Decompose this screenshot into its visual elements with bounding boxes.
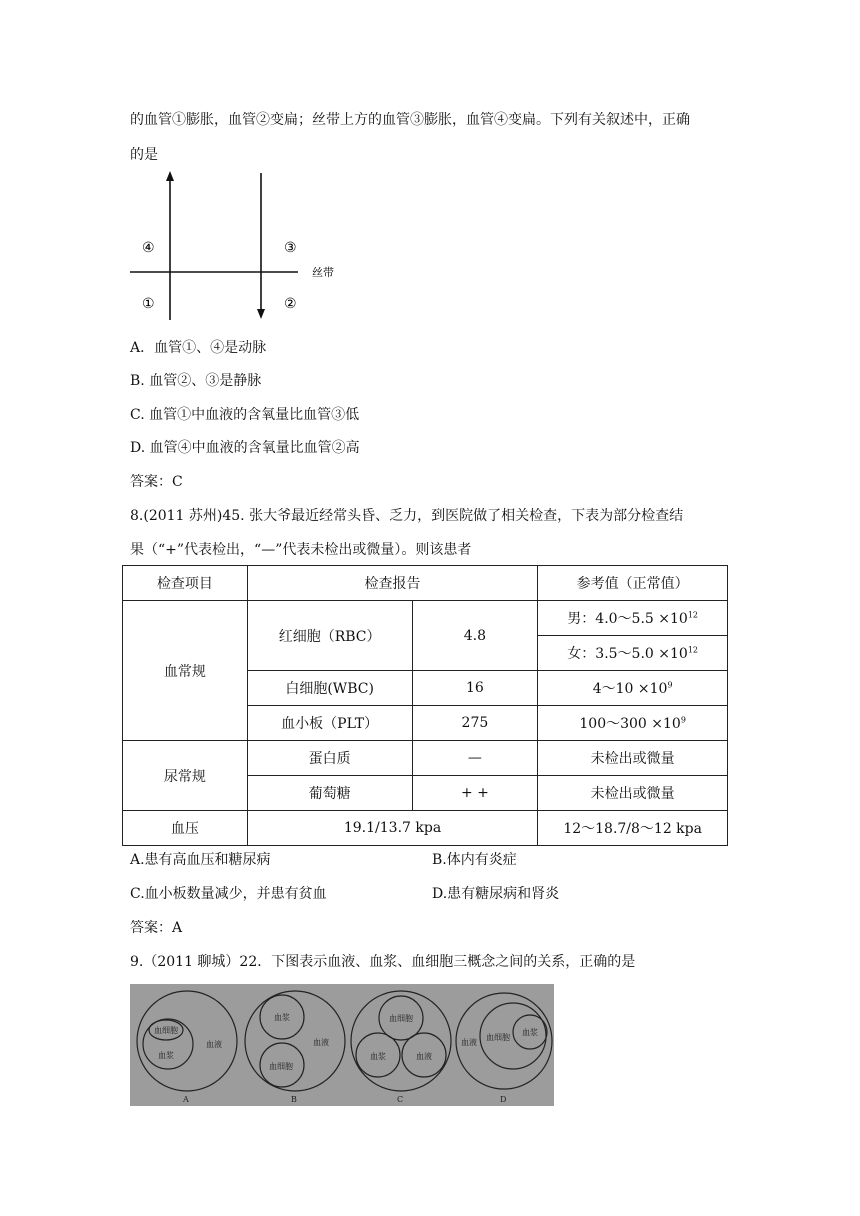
glucose-ref: 未检出或微量 bbox=[538, 776, 728, 811]
plt-label: 血小板（PLT） bbox=[247, 706, 412, 741]
header-item: 检查项目 bbox=[123, 566, 248, 601]
header-report: 检查报告 bbox=[247, 566, 538, 601]
q7-option-a: A．血管①、④是动脉 bbox=[130, 340, 267, 356]
q8-option-a: A.患有高血压和糖尿病 bbox=[130, 852, 271, 868]
label-ribbon: 丝带 bbox=[312, 266, 334, 279]
protein-ref: 未检出或微量 bbox=[538, 741, 728, 776]
b-outer-text: 血液 bbox=[313, 1038, 329, 1047]
group-blood-routine: 血常规 bbox=[123, 601, 248, 741]
wbc-value: 16 bbox=[412, 671, 538, 706]
plt-value: 275 bbox=[412, 706, 538, 741]
glucose-value: + + bbox=[412, 776, 538, 811]
q8-answer: 答案：A bbox=[130, 920, 183, 936]
q9-line: 9.（2011 聊城）22．下图表示血液、血浆、血细胞三概念之间的关系，正确的是 bbox=[130, 954, 636, 970]
intro-line-2: 的是 bbox=[130, 147, 158, 163]
q7-answer: 答案：C bbox=[130, 474, 183, 490]
exam-report-table bbox=[122, 565, 728, 846]
d-mid-text: 血细胞 bbox=[486, 1033, 510, 1042]
vessel-diagram bbox=[130, 165, 350, 325]
bp-ref: 12～18.7/8～12 kpa bbox=[538, 811, 728, 846]
q8-line-2: 果（“+”代表检出，“—”代表未检出或微量）。则该患者 bbox=[130, 542, 472, 558]
blood-concept-figure bbox=[130, 984, 554, 1106]
a-mid-text: 血浆 bbox=[158, 1051, 174, 1060]
c-letter: C bbox=[397, 1095, 404, 1104]
label-vessel-3: ③ bbox=[284, 240, 297, 256]
arrow-down-icon bbox=[257, 309, 265, 319]
c-right-text: 血液 bbox=[416, 1052, 432, 1061]
wbc-label: 白细胞(WBC) bbox=[247, 671, 412, 706]
protein-value: — bbox=[412, 741, 538, 776]
bp-value: 19.1/13.7 kpa bbox=[247, 811, 538, 846]
q8-option-c: C.血小板数量减少，并患有贫血 bbox=[130, 886, 327, 902]
q7-option-d: D. 血管④中血液的含氧量比血管②高 bbox=[130, 440, 360, 456]
d-inner-text: 血浆 bbox=[522, 1028, 538, 1037]
rbc-label: 红细胞（RBC） bbox=[247, 601, 412, 671]
protein-label: 蛋白质 bbox=[247, 741, 412, 776]
q7-option-b: B. 血管②、③是静脉 bbox=[130, 373, 262, 389]
bp-label: 血压 bbox=[123, 811, 248, 846]
header-reference: 参考值（正常值） bbox=[538, 566, 728, 601]
intro-line-1: 的血管①膨胀，血管②变扁；丝带上方的血管③膨胀，血管④变扁。下列有关叙述中，正确 bbox=[130, 112, 690, 128]
arrow-up-icon bbox=[166, 171, 174, 181]
q8-line-1: 8.(2011 苏州)45. 张大爷最近经常头昏、乏力，到医院做了相关检查，下表为部分检查结 bbox=[130, 508, 684, 524]
plt-ref: 100～300 $\times 10^9$ bbox=[538, 706, 728, 741]
a-inner-text: 血细胞 bbox=[154, 1026, 178, 1035]
b-letter: B bbox=[291, 1095, 297, 1104]
a-outer-text: 血液 bbox=[206, 1040, 222, 1049]
glucose-label: 葡萄糖 bbox=[247, 776, 412, 811]
wbc-ref: 4～10 $\times 10^9$ bbox=[538, 671, 728, 706]
c-left-text: 血浆 bbox=[370, 1052, 386, 1061]
rbc-value: 4.8 bbox=[412, 601, 538, 671]
label-vessel-4: ④ bbox=[142, 240, 155, 256]
c-top-text: 血细胞 bbox=[389, 1014, 413, 1023]
a-letter: A bbox=[183, 1095, 189, 1104]
rbc-ref-female: 女：3.5～5.0 $\times 10^{12}$ bbox=[538, 636, 728, 671]
d-outer-text: 血液 bbox=[461, 1038, 477, 1047]
b-top-text: 血浆 bbox=[274, 1013, 290, 1022]
label-vessel-1: ① bbox=[142, 296, 155, 312]
d-letter: D bbox=[500, 1095, 507, 1104]
q7-option-c: C. 血管①中血液的含氧量比血管③低 bbox=[130, 407, 360, 423]
label-vessel-2: ② bbox=[284, 296, 297, 312]
b-bottom-text: 血细胞 bbox=[269, 1062, 293, 1071]
rbc-ref-male: 男：4.0～5.5 $\times 10^{12}$ bbox=[538, 601, 728, 636]
group-urine-routine: 尿常规 bbox=[123, 741, 248, 811]
q8-option-b: B.体内有炎症 bbox=[432, 852, 517, 868]
q8-option-d: D.患有糖尿病和肾炎 bbox=[432, 886, 560, 902]
